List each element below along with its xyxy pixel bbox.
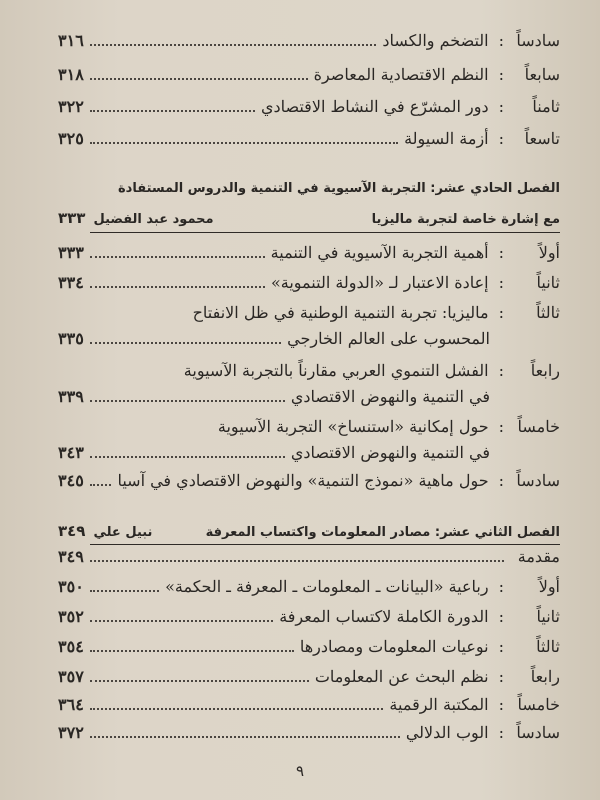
leader-dots xyxy=(90,44,377,46)
entry-label: سادساً xyxy=(516,471,560,490)
entry-title: الدورة الكاملة لاكتساب المعرفة xyxy=(279,607,489,626)
entry-label: سادساً xyxy=(516,31,560,50)
chapter-11-heading xyxy=(58,172,560,196)
chapter-12-page: ٣٤٩ xyxy=(58,522,86,540)
entry-title-continued: في التنمية والنهوض الاقتصادي xyxy=(290,387,490,406)
entry-label: رابعاً xyxy=(530,667,560,686)
toc-entry-continuation xyxy=(58,436,560,464)
toc-entry: سابعاً : النظم الاقتصادية المعاصرة ٣١٨ xyxy=(58,65,560,84)
entry-title: حول إمكانية «استنساخ» التجربة الآسيوية xyxy=(217,417,489,436)
entry-label: ثانياً xyxy=(536,607,560,626)
leader-dots xyxy=(90,708,384,710)
leader-dots xyxy=(90,456,285,458)
chapter-11-title: الفصل الحادي عشر: التجربة الآسيوية في التنمية والدروس المستفادة xyxy=(117,181,560,196)
leader-dots xyxy=(90,142,398,144)
toc-entry: ثالثاً : نوعيات المعلومات ومصادرها ٣٥٤ xyxy=(58,637,560,656)
entry-title: دور المشرّع في النشاط الاقتصادي xyxy=(260,97,489,116)
entry-title-continued: في التنمية والنهوض الاقتصادي xyxy=(290,443,490,462)
leader-dots xyxy=(90,484,112,486)
entry-page: ٣٣٤ xyxy=(58,273,84,292)
entry-page: ٣٢٢ xyxy=(58,97,84,116)
leader-dots xyxy=(90,680,309,682)
entry-page: ٣٦٤ xyxy=(58,695,84,714)
chapter-12-title: الفصل الثاني عشر: مصادر المعلومات واكتساب المعرفة xyxy=(205,525,560,540)
toc-entry: خامساً : حول إمكانية «استنساخ» التجربة الآسيوية xyxy=(217,417,560,436)
entry-label: سادساً xyxy=(516,723,560,742)
leader-dots xyxy=(90,256,265,258)
entry-title: الوب الدلالي xyxy=(405,723,489,742)
leader-dots xyxy=(90,560,504,562)
leader-dots xyxy=(90,650,294,652)
entry-title: أزمة السيولة xyxy=(404,129,489,148)
chapter-11-subtitle: مع إشارة خاصة لتجربة ماليزيا xyxy=(371,212,560,227)
entry-page: ٣١٦ xyxy=(58,31,84,50)
chapter-11-subheading xyxy=(58,203,560,227)
toc-entry: أولاً : أهمية التجربة الآسيوية في التنمية ٣٣٣ xyxy=(58,243,560,262)
entry-title: حول ماهية «نموذج التنمية» والنهوض الاقتصادي في آسيا xyxy=(117,471,489,490)
toc-entry-continuation xyxy=(58,380,560,408)
entry-label: رابعاً xyxy=(530,361,560,380)
entry-page: ٣٣٥ xyxy=(58,329,84,348)
toc-entry: أولاً : رباعية «البيانات ـ المعلومات ـ المعرفة ـ الحكمة» ٣٥٠ xyxy=(58,577,560,596)
entry-page: ٣٤٣ xyxy=(58,443,84,462)
entry-label: ثانياً xyxy=(536,273,560,292)
toc-entry: رابعاً : الفشل التنموي العربي مقارناً بالتجربة الآسيوية xyxy=(183,361,560,380)
entry-title-continued: المحسوب على العالم الخارجي xyxy=(287,329,490,348)
entry-page: ٣٢٥ xyxy=(58,129,84,148)
entry-label: مقدمة xyxy=(517,547,560,566)
entry-label: سابعاً xyxy=(524,65,560,84)
chapter-11-page: ٣٣٣ xyxy=(58,209,86,227)
toc-entry: سادساً : الوب الدلالي ٣٧٢ xyxy=(58,723,560,742)
entry-title: أهمية التجربة الآسيوية في التنمية xyxy=(270,243,489,262)
toc-entry xyxy=(58,540,560,568)
entry-label: ثالثاً xyxy=(536,637,560,656)
entry-title: ماليزيا: تجربة التنمية الوطنية في ظل الانفتاح xyxy=(192,303,489,322)
leader-dots xyxy=(90,620,273,622)
entry-title: الفشل التنموي العربي مقارناً بالتجربة الآسيوية xyxy=(183,361,489,380)
entry-page: ٣٥٢ xyxy=(58,607,84,626)
chapter-11-author: محمود عبد الفضيل xyxy=(93,212,214,227)
toc-entry: ثانياً : إعادة الاعتبار لـ «الدولة التنموية» ٣٣٤ xyxy=(58,273,560,292)
leader-dots xyxy=(90,590,159,592)
entry-label: أولاً xyxy=(538,243,560,262)
entry-label: خامساً xyxy=(517,695,560,714)
chapter-12-heading xyxy=(58,516,560,540)
entry-page: ٣٣٩ xyxy=(58,387,84,406)
entry-page: ٣١٨ xyxy=(58,65,84,84)
entry-label: تاسعاً xyxy=(524,129,560,148)
entry-page: ٣٥٤ xyxy=(58,637,84,656)
entry-title: نظم البحث عن المعلومات xyxy=(314,667,489,686)
entry-page: ٣٥٧ xyxy=(58,667,84,686)
entry-title: النظم الاقتصادية المعاصرة xyxy=(313,65,489,84)
chapter-12-author: نبيل علي xyxy=(93,525,153,540)
entry-title: إعادة الاعتبار لـ «الدولة التنموية» xyxy=(270,273,489,292)
entry-label: أولاً xyxy=(538,577,560,596)
entry-title: المكتبة الرقمية xyxy=(389,695,489,714)
entry-page: ٣٤٥ xyxy=(58,471,84,490)
leader-dots xyxy=(90,736,400,738)
leader-dots xyxy=(90,286,265,288)
page-number: ٩ xyxy=(295,762,305,780)
leader-dots xyxy=(90,78,308,80)
toc-entry: ثالثاً : ماليزيا: تجربة التنمية الوطنية في ظل الانفتاح xyxy=(192,303,560,322)
leader-dots xyxy=(90,400,285,402)
entry-page: ٣٣٣ xyxy=(58,243,84,262)
entry-label: ثامناً xyxy=(532,97,560,116)
entry-page: ٣٤٩ xyxy=(58,547,84,566)
heading-rule xyxy=(90,232,560,233)
leader-dots xyxy=(90,110,255,112)
toc-entry-continuation xyxy=(58,322,560,350)
toc-entry: رابعاً : نظم البحث عن المعلومات ٣٥٧ xyxy=(58,667,560,686)
entry-label: ثالثاً xyxy=(536,303,560,322)
toc-entry: ثامناً : دور المشرّع في النشاط الاقتصادي ٣٢٢ xyxy=(58,97,560,116)
toc-entry: سادساً : التضخم والكساد ٣١٦ xyxy=(58,31,560,50)
toc-entry: تاسعاً : أزمة السيولة ٣٢٥ xyxy=(58,129,560,148)
leader-dots xyxy=(90,342,281,344)
entry-page: ٣٧٢ xyxy=(58,723,84,742)
toc-entry: خامساً : المكتبة الرقمية ٣٦٤ xyxy=(58,695,560,714)
entry-page: ٣٥٠ xyxy=(58,577,84,596)
entry-title: التضخم والكساد xyxy=(382,31,489,50)
toc-entry: ثانياً : الدورة الكاملة لاكتساب المعرفة ٣٥٢ xyxy=(58,607,560,626)
toc-entry: سادساً : حول ماهية «نموذج التنمية» والنهوض الاقتصادي في آسيا ٣٤٥ xyxy=(58,471,560,490)
entry-title: نوعيات المعلومات ومصادرها xyxy=(299,637,489,656)
entry-label: خامساً xyxy=(517,417,560,436)
entry-title: رباعية «البيانات ـ المعلومات ـ المعرفة ـ الحكمة» xyxy=(165,577,489,596)
